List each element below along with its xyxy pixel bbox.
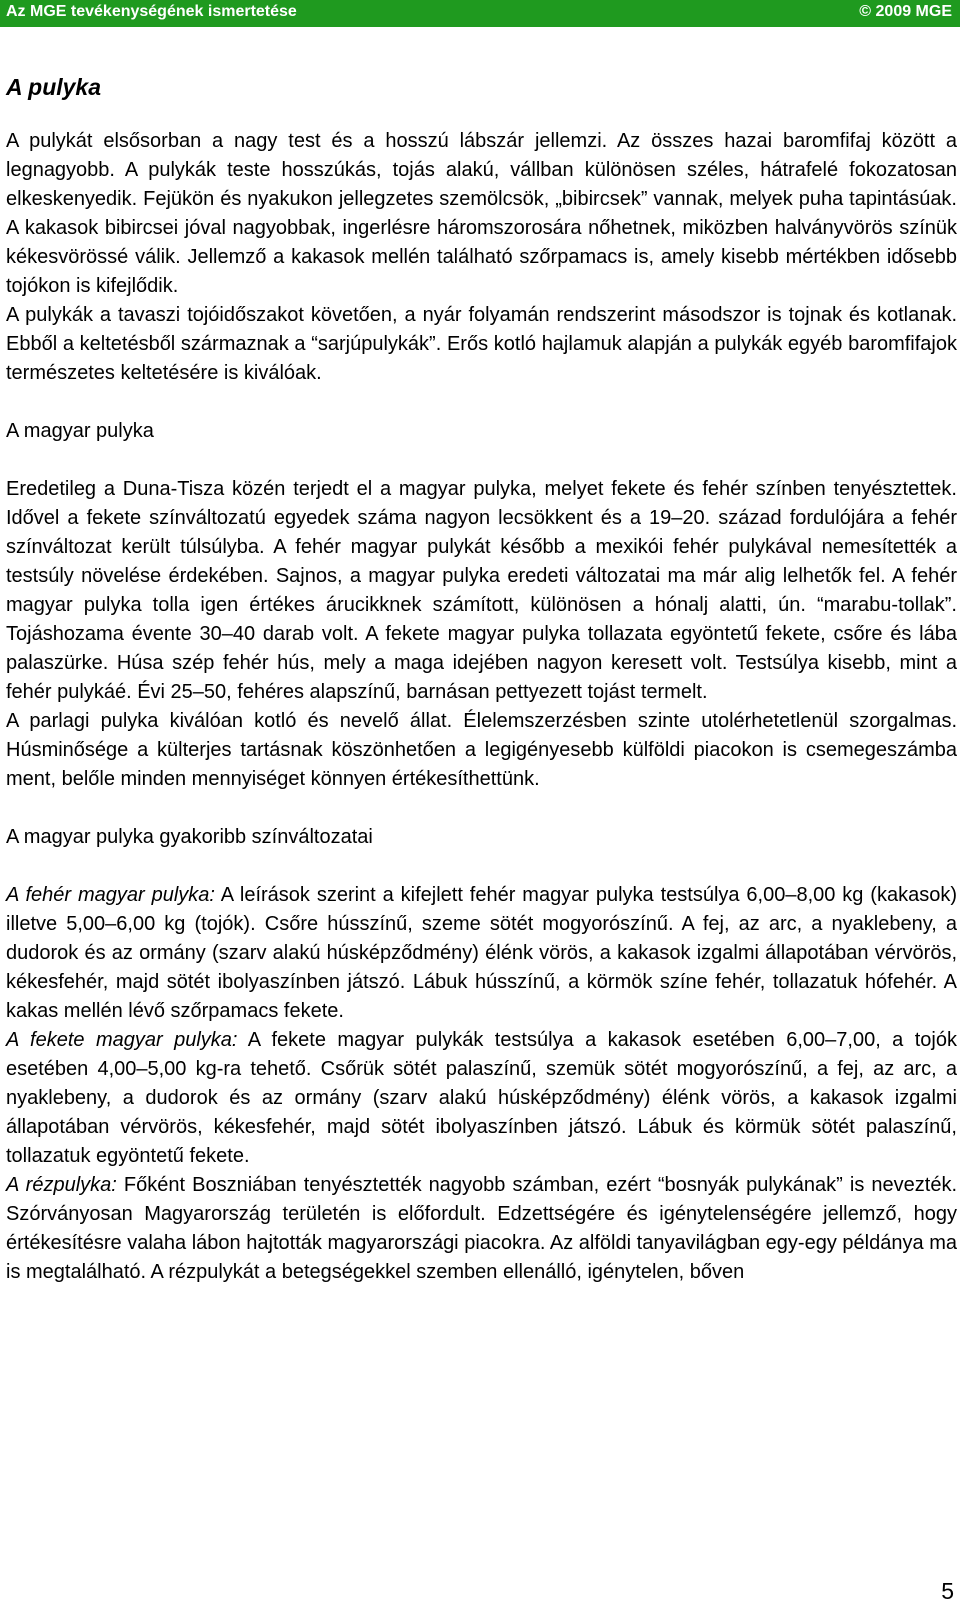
section-paragraph: Eredetileg a Duna-Tisza közén terjedt el a magyar pulyka, melyet fekete és fehér színben tenyésztettek. Idővel a fekete színváltozatú egyedek száma nagyon lecsökkent és a 19–20. század fordulójára a fehér színváltozat került túlsúlyba. A fehér magyar pulykát később a mexikói fehér pulykával nemesítették a testsúly növelése érdekében. Sajnos, a magyar pulyka eredeti változatai ma már alig lelhetők fel. A fehér magyar pulyka tolla igen értékes árucikknek számított, különösen a hónalj alatti, ún. “marabu-tollak”. Tojáshozama évente 30–40 darab volt. A fekete magyar pulyka tollazata egyöntetű fekete, csőre és lába palaszürke. Húsa szép fehér hús, mely a maga idejében nagyon keresett volt. Testsúlya kisebb, mint a fehér pulykáé. Évi 25–50, fehéres alapszínű, barnásan pettyezett tojást termelt. xyxy=(6,478,957,703)
intro-paragraph: A pulykák a tavaszi tojóidőszakot követően, a nyár folyamán rendszerint másodszor is tojnak és kotlanak. Ebből a keltetésből származnak a “sarjúpulykák”. Erős kotló hajlamuk alapján a pulykák egyéb baromfifajok természetes keltetésére is kiválóak. xyxy=(6,304,957,384)
document-header xyxy=(0,0,960,27)
variant-paragraph xyxy=(6,881,957,1026)
intro-paragraph: A pulykát elsősorban a nagy test és a hosszú lábszár jellemzi. Az összes hazai baromfifaj között a legnagyobb. A pulykák teste hosszúkás, tojás alakú, vállban különösen széles, hátrafelé fokozatosan elkeskenyedik. Fejükön és nyakukon jellegzetes szemölcsök, „bibircsek” vannak, melyek puha tapintásúak. A kakasok bibircsei jóval nagyobbak, ingerlésre háromszorosára nőhetnek, miközben halványvörös színük kékesvörössé válik. Jellemző a kakasok mellén található szőrpamacs is, amely kisebb mértékben idősebb tojókon is kifejlődik. xyxy=(6,130,957,297)
variant-text: A leírások szerint a kifejlett fehér magyar pulyka testsúlya 6,00–8,00 kg (kakasok) illetve 5,00–6,00 kg (tojók). Csőre hússzínű, szeme sötét mogyorószínű. A fej, az arc, a nyaklebeny, a dudorok és az ormány (szarv alakú húsképződmény) élénk vörös, a kakasok izgalmi állapotában vérvörös, kékesfehér, majd sötét ibolyaszínben játszó. Lábuk hússzínű, a körmök színe fehér, tollazatuk hófehér. A kakas mellén lévő szőrpamacs fekete. xyxy=(6,884,957,1022)
document-body xyxy=(6,127,957,1287)
header-copyright: © 2009 MGE xyxy=(859,3,952,20)
variant-name: A fehér magyar pulyka: xyxy=(6,884,215,906)
section-paragraph: A parlagi pulyka kiválóan kotló és nevelő állat. Élelemszerzésben szinte utolérhetetlenül szorgalmas. Húsminősége a külterjes tartásnak köszönhetően a legigényesebb külföldi piacokon is csemegeszámba ment, belőle minden mennyiséget könnyen értékesíthettünk. xyxy=(6,710,957,790)
page-number: 5 xyxy=(941,1578,954,1604)
variant-text: A fekete magyar pulykák testsúlya a kakasok esetében 6,00–7,00, a tojók esetében 4,00–5,00 kg-ra tehető. Csőrük sötét palaszínű, szemük sötét mogyorószínű, a fej, az arc, a nyaklebeny, a dudorok és az ormány (szarv alakú húsképződmény) élénk vörös, a kakasok izgalmi állapotában vérvörös, kékesfehér, majd sötét ibolyaszínben játszó. Lábuk és körmük sötét palaszínű, tollazatuk egyöntetű fekete. xyxy=(6,1029,957,1167)
variant-paragraph xyxy=(6,1171,957,1287)
section-heading: A magyar pulyka gyakoribb színváltozatai xyxy=(6,826,373,848)
page-title: A pulyka xyxy=(6,74,102,100)
variant-paragraph xyxy=(6,1026,957,1171)
header-title: Az MGE tevékenységének ismertetése xyxy=(6,3,297,20)
section-heading: A magyar pulyka xyxy=(6,420,154,442)
variant-name: A fekete magyar pulyka: xyxy=(6,1029,238,1051)
variant-text: Főként Boszniában tenyésztették nagyobb számban, ezért “bosnyák pulykának” is nevezték. Szórványosan Magyarország területén is előfordult. Edzettségére és igénytelenségére jellemző, hogy értékesítésre valaha lábon hajtották magyarországi piacokra. Az alföldi tanyavilágban egy-egy példánya ma is megtalálható. A rézpulykát a betegségekkel szemben ellenálló, igénytelen, bőven xyxy=(6,1174,958,1283)
variant-name: A rézpulyka: xyxy=(6,1174,117,1196)
